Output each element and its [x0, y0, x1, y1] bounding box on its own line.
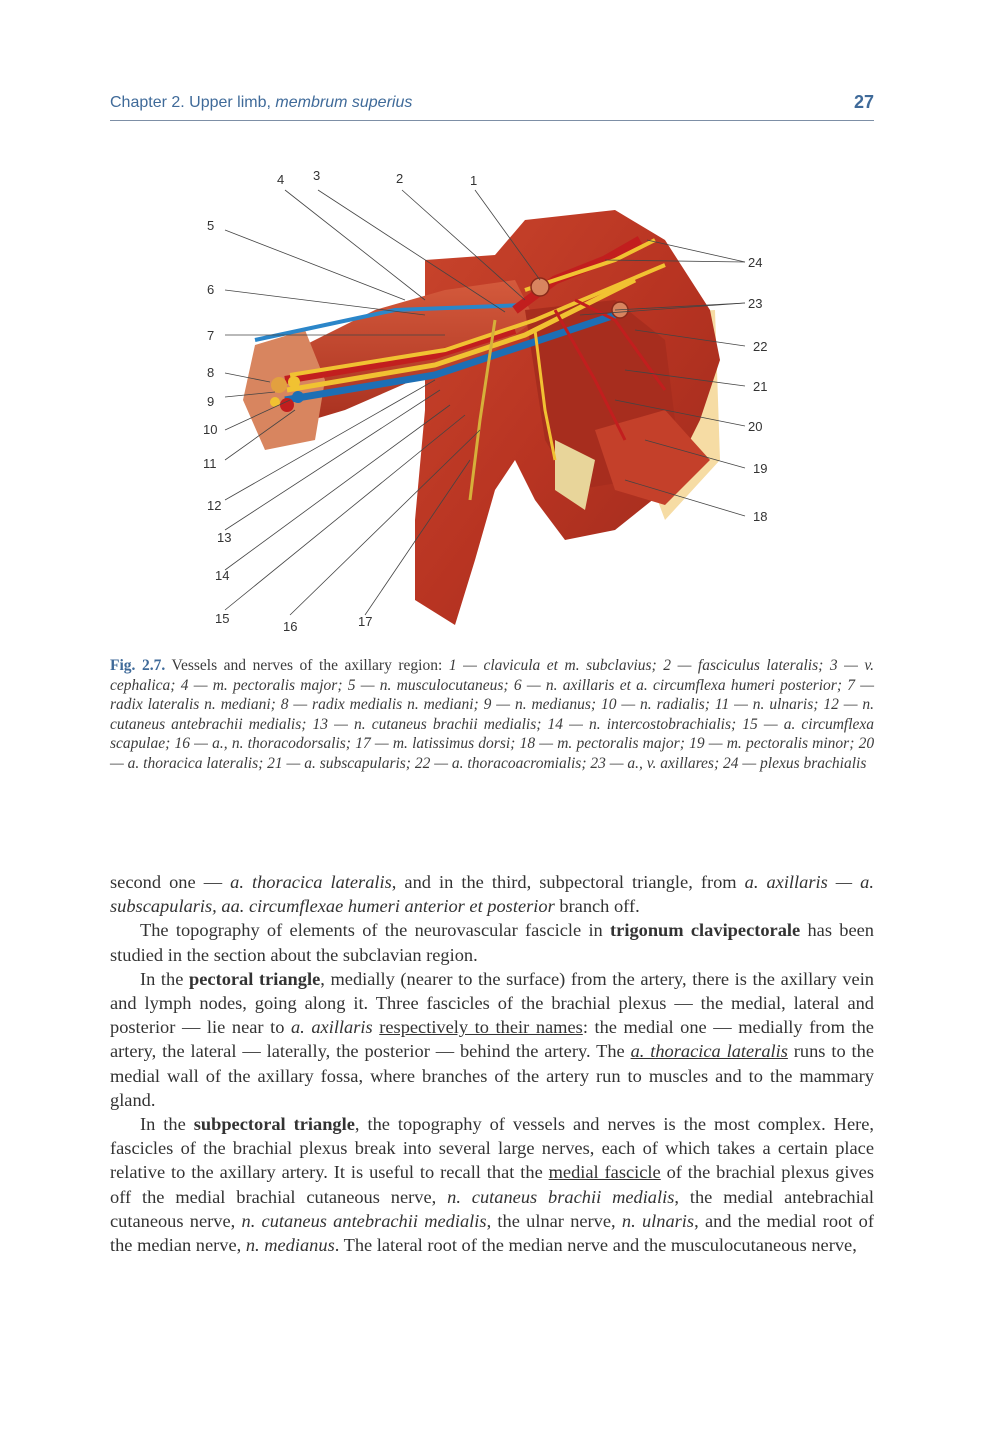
caption-item: 17 — m. latissimus dorsi;: [355, 735, 516, 753]
label-16: 16: [283, 619, 298, 634]
label-14: 14: [215, 568, 230, 583]
chapter-title: Chapter 2. Upper limb, membrum superius: [110, 94, 413, 111]
label-20: 20: [748, 419, 763, 434]
running-header: [110, 92, 874, 121]
caption-item: 14 — n. intercostobrachialis;: [547, 715, 737, 733]
caption-item: 8 — radix medialis n. mediani;: [280, 696, 479, 714]
label-9: 9: [207, 394, 215, 409]
caption-item: 19 — m. pectoralis minor;: [689, 735, 855, 753]
caption-lead: Vessels and nerves of the axillary region:: [171, 657, 443, 674]
caption-item: 1 — clavicula et m. subclavius;: [448, 657, 657, 674]
caption-item: 18 — m. pectoralis major;: [519, 735, 685, 753]
caption-item: 4 — m. pectoralis major;: [180, 676, 343, 694]
label-10: 10: [203, 422, 218, 437]
figure-caption: [110, 656, 874, 774]
label-24: 24: [748, 255, 763, 270]
label-6: 6: [207, 282, 215, 297]
paragraph-2: The topography of elements of the neurovascular fascicle in trigonum clavipectorale has been studied in the section about the subclavian region.: [110, 920, 874, 965]
label-12: 12: [207, 498, 222, 513]
label-5: 5: [207, 218, 215, 233]
caption-item: 13 — n. cutaneus brachii medialis;: [312, 715, 542, 733]
label-19: 19: [753, 461, 768, 476]
caption-item: 12 — n. cutaneus antebrachii medialis;: [110, 696, 875, 733]
caption-item: 2 — fasciculus lateralis;: [663, 657, 824, 674]
label-21: 21: [753, 379, 768, 394]
label-23: 23: [748, 296, 763, 311]
caption-item: 11 — n. ulnaris;: [714, 696, 819, 714]
caption-item: 21 — a. subscapularis;: [267, 754, 411, 772]
label-11: 11: [203, 456, 217, 471]
caption-item: 16 — a., n. thoracodorsalis;: [174, 735, 351, 753]
label-22: 22: [753, 339, 768, 354]
caption-item: 24 — plexus brachialis: [722, 754, 867, 772]
label-17: 17: [358, 614, 373, 629]
paragraph-3: In the pectoral triangle, medially (nearer to the surface) from the artery, there is the axillary vein and lymph nodes, going along it. Three fascicles of the brachial plexus — the medial, lateral and posterior — lie near to a. axillaris respectively to their names: the medial one — medially from the artery, the lateral — laterally, the posterior — behind the artery. The a. thoracica lateralis runs to the medial wall of the axillary fossa, where branches of the artery run to muscles and to the mammary gland.: [110, 968, 875, 1110]
caption-item: 23 — a., v. axillares;: [590, 754, 720, 772]
paragraph-1: second one — a. thoracica lateralis, and in the third, subpectoral triangle, from a. axillaris — a. subscapularis, aa. circumflexae humeri anterior et posterior branch off.: [110, 872, 874, 917]
caption-item: 3 — v. cephalica;: [110, 657, 875, 694]
label-1: 1: [470, 173, 478, 188]
caption-item: 15 — a. circumflexa scapulae;: [110, 715, 875, 753]
label-2: 2: [396, 171, 404, 186]
body-text: [110, 870, 874, 1257]
caption-item: 9 — n. medianus;: [483, 696, 597, 714]
caption-item: 10 — n. radialis;: [600, 696, 710, 714]
figure-number: Fig. 2.7.: [110, 657, 166, 674]
label-13: 13: [217, 530, 232, 545]
label-7: 7: [207, 328, 215, 343]
label-3: 3: [313, 168, 321, 183]
caption-item: 6 — n. axillaris et a. circumflexa humeri posterior;: [513, 676, 843, 694]
caption-item: 7 — radix lateralis n. mediani;: [110, 676, 875, 714]
caption-item: 20 — a. thoracica lateralis;: [110, 735, 875, 772]
label-4: 4: [277, 172, 285, 187]
anatomical-illustration: [195, 160, 795, 640]
paragraph-4: In the subpectoral triangle, the topography of vessels and nerves is the most complex. Here, fascicles of the brachial plexus break into several large nerves, each of which takes a certain place relative to the axillary artery. It is useful to recall that the medial fascicle of the brachial plexus gives off the medial brachial cutaneous nerve, n. cutaneus brachii medialis, the medial antebrachial cutaneous nerve, n. cutaneus antebrachii medialis, the ulnar nerve, n. ulnaris, and the medial root of the median nerve, n. medianus. The lateral root of the median nerve and the musculocutaneous nerve,: [110, 1114, 875, 1256]
page-number: 27: [853, 92, 874, 112]
caption-item: 22 — a. thoracoacromialis;: [414, 754, 587, 772]
caption-item: 5 — n. musculocutaneus;: [347, 676, 509, 694]
label-15: 15: [215, 611, 230, 626]
label-18: 18: [753, 509, 768, 524]
label-8: 8: [207, 365, 215, 380]
illustration-shapes: [243, 210, 720, 625]
